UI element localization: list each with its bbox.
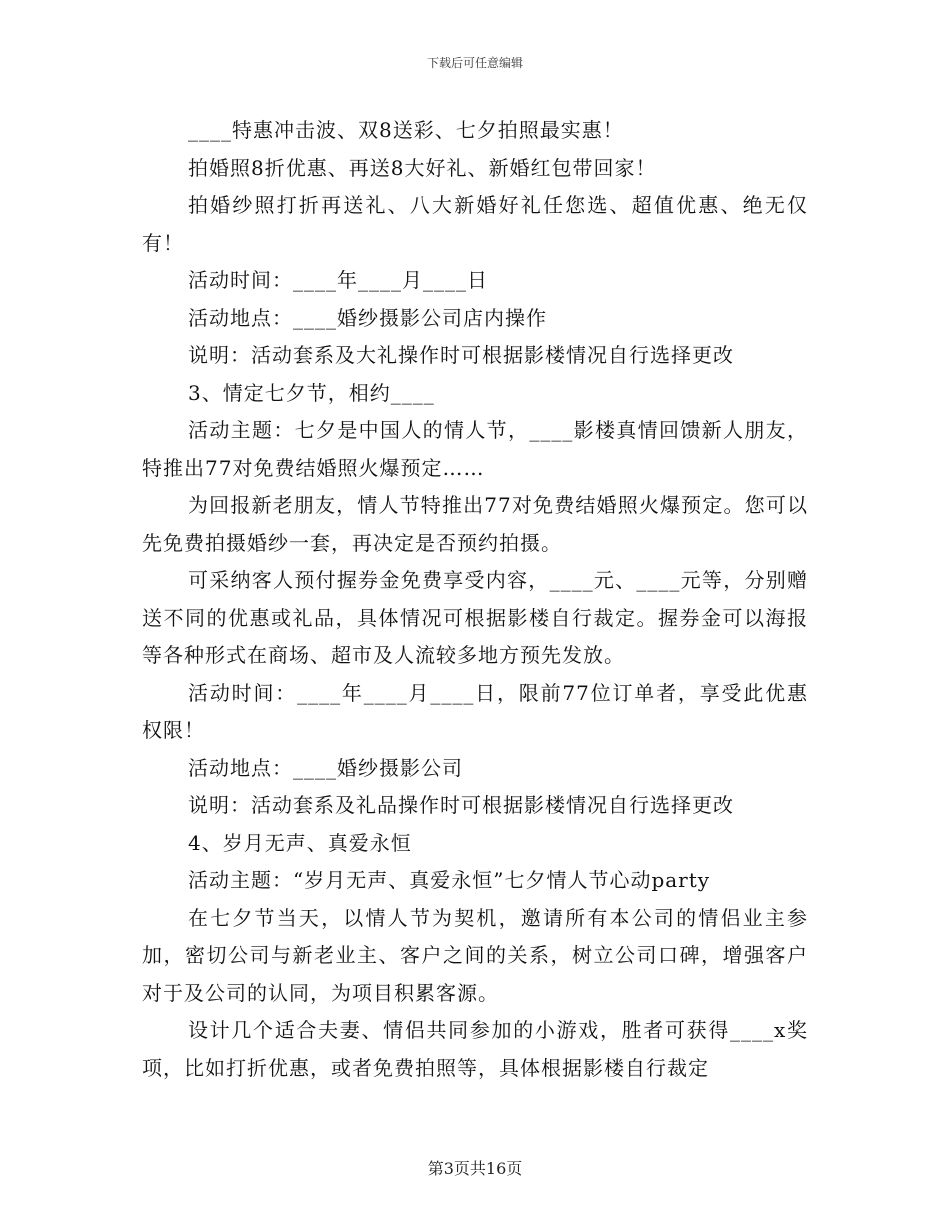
paragraph: 活动主题：七夕是中国人的情人节，____影楼真情回馈新人朋友，特推出77对免费结婚照火爆预定…… bbox=[142, 418, 808, 480]
paragraph: 活动主题：“岁月无声、真爱永恒”七夕情人节心动party bbox=[188, 868, 711, 892]
document-body bbox=[142, 112, 808, 1087]
paragraph: 活动地点：____婚纱摄影公司店内操作 bbox=[188, 305, 547, 330]
paragraph: 说明：活动套系及礼品操作时可根据影楼情况自行选择更改 bbox=[188, 793, 734, 817]
paragraph: 为回报新老朋友，情人节特推出77对免费结婚照火爆预定。您可以先免费拍摄婚纱一套，再决定是否预约拍摄。 bbox=[142, 493, 808, 555]
section-heading: 3、情定七夕节，相约____ bbox=[188, 380, 435, 405]
page-footer: 第3页共16页 bbox=[427, 1159, 523, 1178]
paragraph: 设计几个适合夫妻、情侣共同参加的小游戏，胜者可获得____x奖项，比如打折优惠，或者免费拍照等，具体根据影楼自行裁定 bbox=[142, 1018, 808, 1080]
paragraph: 拍婚照8折优惠、再送8大好礼、新婚红包带回家！ bbox=[188, 155, 657, 180]
paragraph: ____特惠冲击波、双8送彩、七夕拍照最实惠！ bbox=[188, 118, 624, 142]
page-header: 下载后可任意编辑 bbox=[426, 56, 523, 70]
paragraph: 活动地点：____婚纱摄影公司 bbox=[188, 755, 463, 780]
paragraph: 活动时间：____年____月____日，限前77位订单者，享受此优惠权限！ bbox=[142, 680, 808, 742]
paragraph: 拍婚纱照打折再送礼、八大新婚好礼任您选、超值优惠、绝无仅有！ bbox=[142, 193, 808, 255]
paragraph: 可采纳客人预付握券金免费享受内容，____元、____元等，分别赠送不同的优惠或礼品，具体情况可根据影楼自行裁定。握券金可以海报等各种形式在商场、超市及人流较多地方预先发放。 bbox=[142, 568, 808, 667]
paragraph: 说明：活动套系及大礼操作时可根据影楼情况自行选择更改 bbox=[188, 343, 734, 367]
paragraph: 活动时间：____年____月____日 bbox=[188, 268, 488, 292]
section-heading: 4、岁月无声、真爱永恒 bbox=[188, 830, 412, 855]
paragraph: 在七夕节当天，以情人节为契机，邀请所有本公司的情侣业主参加，密切公司与新老业主、客户之间的关系，树立公司口碑，增强客户对于及公司的认同，为项目积累客源。 bbox=[142, 905, 808, 1005]
